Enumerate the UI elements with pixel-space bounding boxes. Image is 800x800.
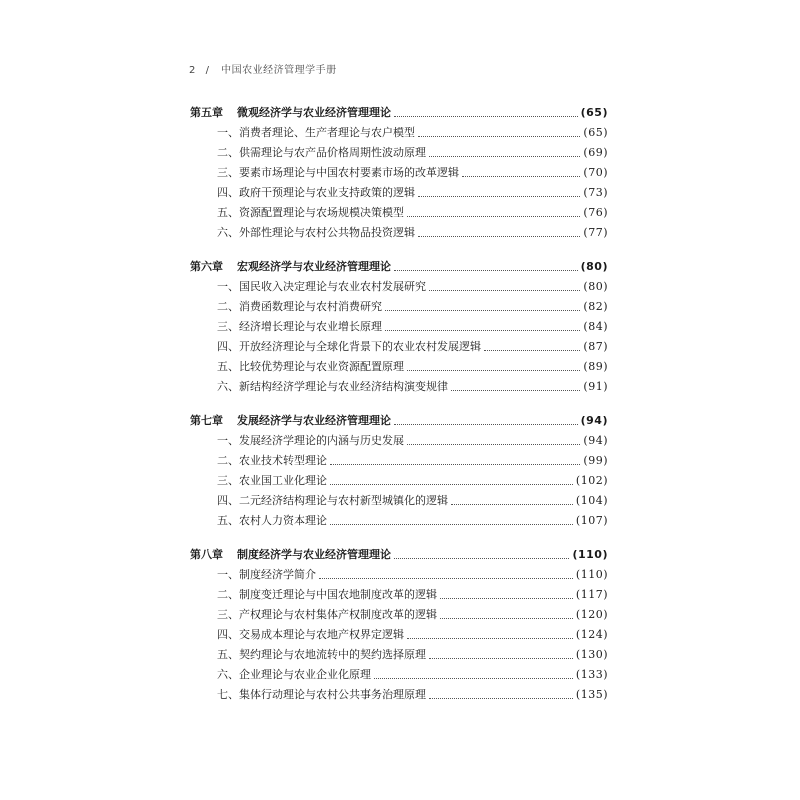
section-title: 六、企业理论与农业企业化原理 — [217, 668, 371, 681]
section-page: (135) — [575, 688, 608, 701]
chapter-title: 微观经济学与农业经济管理理论 — [237, 106, 391, 119]
section-title: 二、农业技术转型理论 — [217, 454, 327, 467]
section-entry[interactable] — [190, 511, 608, 531]
section-page: (73) — [583, 186, 608, 199]
dot-leader — [385, 321, 580, 331]
dot-leader — [394, 261, 578, 271]
section-entry[interactable] — [190, 337, 608, 357]
dot-leader — [407, 361, 580, 371]
section-page: (87) — [583, 340, 608, 353]
dot-leader — [462, 167, 580, 177]
dot-leader — [418, 227, 580, 237]
section-title: 七、集体行动理论与农村公共事务治理原理 — [217, 688, 426, 701]
chapter-title: 制度经济学与农业经济管理理论 — [237, 548, 391, 561]
chapter-block — [190, 411, 608, 531]
section-entry[interactable] — [190, 605, 608, 625]
section-page: (82) — [583, 300, 608, 313]
dot-leader — [394, 107, 578, 117]
section-page: (133) — [575, 668, 608, 681]
section-page: (89) — [583, 360, 608, 373]
section-entry[interactable] — [190, 471, 608, 491]
dot-leader — [330, 475, 573, 485]
section-entry[interactable] — [190, 297, 608, 317]
section-entry[interactable] — [190, 665, 608, 685]
dot-leader — [330, 515, 573, 525]
section-page: (70) — [583, 166, 608, 179]
chapter-page: (65) — [580, 106, 608, 119]
chapter-number: 第五章 — [190, 106, 223, 119]
section-title: 六、新结构经济学理论与农业经济结构演变规律 — [217, 380, 448, 393]
chapter-block — [190, 103, 608, 243]
section-entry[interactable] — [190, 143, 608, 163]
dot-leader — [407, 435, 580, 445]
section-page: (107) — [575, 514, 608, 527]
dot-leader — [319, 569, 573, 579]
section-title: 四、政府干预理论与农业支持政策的逻辑 — [217, 186, 415, 199]
dot-leader — [394, 549, 569, 559]
section-title: 二、消费函数理论与农村消费研究 — [217, 300, 382, 313]
section-page: (104) — [575, 494, 608, 507]
section-entry[interactable] — [190, 491, 608, 511]
dot-leader — [385, 301, 580, 311]
section-page: (77) — [583, 226, 608, 239]
section-entry[interactable] — [190, 451, 608, 471]
dot-leader — [407, 207, 580, 217]
chapter-heading[interactable] — [190, 103, 608, 123]
section-title: 五、契约理论与农地流转中的契约选择原理 — [217, 648, 426, 661]
section-page: (76) — [583, 206, 608, 219]
dot-leader — [440, 589, 573, 599]
dot-leader — [429, 281, 580, 291]
dot-leader — [418, 187, 580, 197]
section-title: 二、供需理论与农产品价格周期性波动原理 — [217, 146, 426, 159]
section-title: 五、农村人力资本理论 — [217, 514, 327, 527]
chapter-number: 第七章 — [190, 414, 223, 427]
section-entry[interactable] — [190, 625, 608, 645]
section-title: 三、要素市场理论与中国农村要素市场的改革逻辑 — [217, 166, 459, 179]
chapter-page: (110) — [572, 548, 608, 561]
section-page: (124) — [575, 628, 608, 641]
header-book-title: 中国农业经济管理学手册 — [221, 65, 337, 76]
section-title: 一、发展经济学理论的内涵与历史发展 — [217, 434, 404, 447]
chapter-heading[interactable] — [190, 411, 608, 431]
section-entry[interactable] — [190, 685, 608, 705]
section-title: 二、制度变迁理论与中国农地制度改革的逻辑 — [217, 588, 437, 601]
dot-leader — [451, 381, 580, 391]
section-title: 五、资源配置理论与农场规模决策模型 — [217, 206, 404, 219]
section-entry[interactable] — [190, 203, 608, 223]
dot-leader — [394, 415, 578, 425]
chapter-heading[interactable] — [190, 545, 608, 565]
section-title: 四、开放经济理论与全球化背景下的农业农村发展逻辑 — [217, 340, 481, 353]
section-title: 一、消费者理论、生产者理论与农户模型 — [217, 126, 415, 139]
section-title: 一、制度经济学简介 — [217, 568, 316, 581]
section-entry[interactable] — [190, 431, 608, 451]
chapter-page: (80) — [580, 260, 608, 273]
dot-leader — [451, 495, 573, 505]
section-title: 一、国民收入决定理论与农业农村发展研究 — [217, 280, 426, 293]
running-header — [189, 61, 337, 76]
section-entry[interactable] — [190, 223, 608, 243]
dot-leader — [440, 609, 573, 619]
section-title: 三、经济增长理论与农业增长原理 — [217, 320, 382, 333]
section-entry[interactable] — [190, 163, 608, 183]
dot-leader — [429, 689, 573, 699]
section-entry[interactable] — [190, 317, 608, 337]
section-page: (99) — [583, 454, 608, 467]
section-page: (69) — [583, 146, 608, 159]
section-entry[interactable] — [190, 123, 608, 143]
chapter-number: 第六章 — [190, 260, 223, 273]
chapter-title: 宏观经济学与农业经济管理理论 — [237, 260, 391, 273]
section-title: 五、比较优势理论与农业资源配置原理 — [217, 360, 404, 373]
section-page: (120) — [575, 608, 608, 621]
section-page: (117) — [575, 588, 608, 601]
dot-leader — [484, 341, 580, 351]
chapter-title: 发展经济学与农业经济管理理论 — [237, 414, 391, 427]
section-page: (80) — [583, 280, 608, 293]
section-title: 三、产权理论与农村集体产权制度改革的逻辑 — [217, 608, 437, 621]
dot-leader — [429, 649, 573, 659]
section-page: (94) — [583, 434, 608, 447]
section-title: 四、交易成本理论与农地产权界定逻辑 — [217, 628, 404, 641]
section-page: (91) — [583, 380, 608, 393]
section-entry[interactable] — [190, 645, 608, 665]
chapter-page: (94) — [580, 414, 608, 427]
section-page: (102) — [575, 474, 608, 487]
dot-leader — [429, 147, 580, 157]
section-entry[interactable] — [190, 377, 608, 397]
section-entry[interactable] — [190, 357, 608, 377]
chapter-heading[interactable] — [190, 257, 608, 277]
section-title: 四、二元经济结构理论与农村新型城镇化的逻辑 — [217, 494, 448, 507]
chapter-block — [190, 257, 608, 397]
section-page: (110) — [575, 568, 608, 581]
section-entry[interactable] — [190, 277, 608, 297]
chapter-number: 第八章 — [190, 548, 223, 561]
dot-leader — [418, 127, 580, 137]
header-page-number: 2 — [189, 65, 196, 76]
section-entry[interactable] — [190, 183, 608, 203]
section-entry[interactable] — [190, 585, 608, 605]
dot-leader — [374, 669, 573, 679]
dot-leader — [330, 455, 580, 465]
chapter-block — [190, 545, 608, 705]
section-page: (65) — [583, 126, 608, 139]
section-entry[interactable] — [190, 565, 608, 585]
header-separator: / — [205, 65, 210, 76]
section-page: (130) — [575, 648, 608, 661]
dot-leader — [407, 629, 573, 639]
section-title: 六、外部性理论与农村公共物品投资逻辑 — [217, 226, 415, 239]
section-title: 三、农业国工业化理论 — [217, 474, 327, 487]
section-page: (84) — [583, 320, 608, 333]
table-of-contents — [190, 103, 608, 719]
